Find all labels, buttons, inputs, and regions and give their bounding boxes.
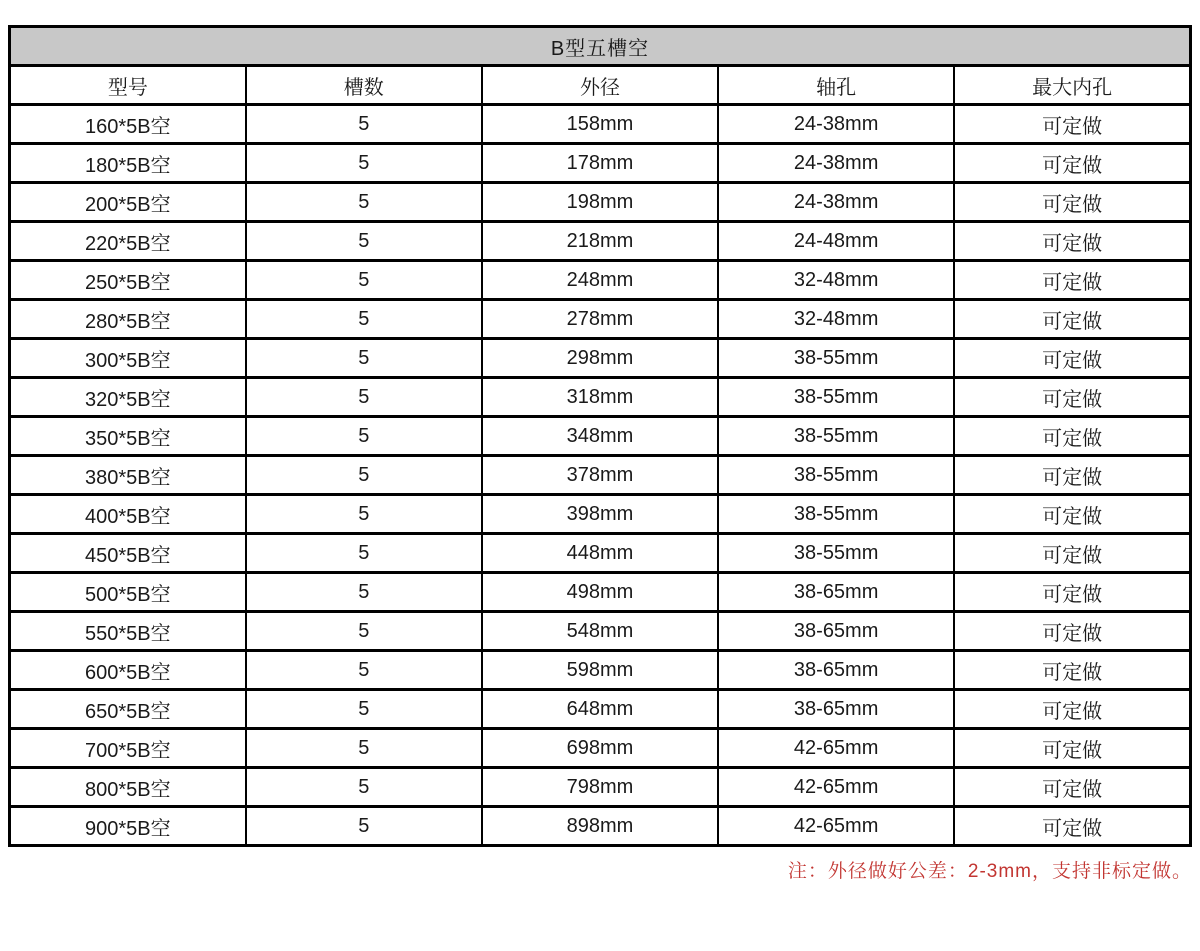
column-header: 轴孔	[718, 66, 954, 105]
table-cell: 650*5B空	[10, 690, 246, 729]
table-cell: 500*5B空	[10, 573, 246, 612]
table-cell: 可定做	[954, 612, 1190, 651]
table-cell: 可定做	[954, 378, 1190, 417]
table-cell: 5	[246, 612, 482, 651]
table-cell: 378mm	[482, 456, 718, 495]
table-cell: 158mm	[482, 105, 718, 144]
table-cell: 280*5B空	[10, 300, 246, 339]
table-cell: 38-55mm	[718, 339, 954, 378]
table-cell: 350*5B空	[10, 417, 246, 456]
table-row	[10, 222, 1191, 261]
table-cell: 900*5B空	[10, 807, 246, 846]
table-cell: 可定做	[954, 651, 1190, 690]
table-row	[10, 144, 1191, 183]
table-row	[10, 768, 1191, 807]
table-cell: 42-65mm	[718, 729, 954, 768]
table-cell: 24-48mm	[718, 222, 954, 261]
table-cell: 5	[246, 144, 482, 183]
table-cell: 598mm	[482, 651, 718, 690]
table-row	[10, 339, 1191, 378]
table-cell: 798mm	[482, 768, 718, 807]
table-body	[10, 105, 1191, 846]
table-cell: 5	[246, 495, 482, 534]
table-cell: 5	[246, 690, 482, 729]
table-cell: 318mm	[482, 378, 718, 417]
table-cell: 24-38mm	[718, 183, 954, 222]
table-cell: 5	[246, 378, 482, 417]
table-row	[10, 534, 1191, 573]
table-cell: 348mm	[482, 417, 718, 456]
table-cell: 可定做	[954, 261, 1190, 300]
table-row	[10, 690, 1191, 729]
table-row	[10, 261, 1191, 300]
table-cell: 38-65mm	[718, 573, 954, 612]
table-cell: 可定做	[954, 417, 1190, 456]
table-row	[10, 300, 1191, 339]
table-row	[10, 729, 1191, 768]
column-header: 型号	[10, 66, 246, 105]
table-cell: 可定做	[954, 573, 1190, 612]
table-cell: 5	[246, 105, 482, 144]
table-cell: 250*5B空	[10, 261, 246, 300]
table-cell: 320*5B空	[10, 378, 246, 417]
table-cell: 5	[246, 534, 482, 573]
table-cell: 38-55mm	[718, 378, 954, 417]
table-cell: 可定做	[954, 105, 1190, 144]
table-cell: 160*5B空	[10, 105, 246, 144]
table-cell: 398mm	[482, 495, 718, 534]
table-cell: 5	[246, 300, 482, 339]
table-cell: 698mm	[482, 729, 718, 768]
table-cell: 可定做	[954, 222, 1190, 261]
table-cell: 548mm	[482, 612, 718, 651]
table-cell: 180*5B空	[10, 144, 246, 183]
table-row	[10, 183, 1191, 222]
table-cell: 5	[246, 339, 482, 378]
table-cell: 220*5B空	[10, 222, 246, 261]
table-cell: 可定做	[954, 495, 1190, 534]
column-header: 最大内孔	[954, 66, 1190, 105]
table-cell: 38-65mm	[718, 651, 954, 690]
table-cell: 218mm	[482, 222, 718, 261]
spec-table	[8, 25, 1192, 847]
table-cell: 278mm	[482, 300, 718, 339]
table-cell: 42-65mm	[718, 768, 954, 807]
table-cell: 300*5B空	[10, 339, 246, 378]
table-cell: 450*5B空	[10, 534, 246, 573]
table-cell: 248mm	[482, 261, 718, 300]
table-cell: 可定做	[954, 690, 1190, 729]
table-cell: 448mm	[482, 534, 718, 573]
table-row	[10, 573, 1191, 612]
table-cell: 可定做	[954, 729, 1190, 768]
footnote-text: 注：外径做好公差：2-3mm，支持非标定做。	[787, 861, 1192, 882]
table-cell: 5	[246, 456, 482, 495]
table-cell: 380*5B空	[10, 456, 246, 495]
table-cell: 5	[246, 261, 482, 300]
table-cell: 24-38mm	[718, 144, 954, 183]
table-title: B型五槽空	[10, 27, 1191, 66]
table-cell: 38-55mm	[718, 534, 954, 573]
table-cell: 5	[246, 651, 482, 690]
table-row	[10, 651, 1191, 690]
table-cell: 648mm	[482, 690, 718, 729]
table-cell: 42-65mm	[718, 807, 954, 846]
table-cell: 498mm	[482, 573, 718, 612]
table-cell: 可定做	[954, 183, 1190, 222]
table-row	[10, 378, 1191, 417]
table-cell: 可定做	[954, 339, 1190, 378]
column-header: 槽数	[246, 66, 482, 105]
table-cell: 5	[246, 807, 482, 846]
table-cell: 298mm	[482, 339, 718, 378]
table-cell: 5	[246, 222, 482, 261]
table-cell: 可定做	[954, 534, 1190, 573]
table-cell: 5	[246, 768, 482, 807]
table-cell: 898mm	[482, 807, 718, 846]
table-cell: 178mm	[482, 144, 718, 183]
table-cell: 5	[246, 573, 482, 612]
title-row	[10, 27, 1191, 66]
table-cell: 198mm	[482, 183, 718, 222]
table-row	[10, 495, 1191, 534]
table-cell: 38-55mm	[718, 417, 954, 456]
table-cell: 5	[246, 183, 482, 222]
table-cell: 32-48mm	[718, 261, 954, 300]
table-cell: 200*5B空	[10, 183, 246, 222]
table-row	[10, 417, 1191, 456]
table-cell: 38-55mm	[718, 456, 954, 495]
table-row	[10, 612, 1191, 651]
table-row	[10, 105, 1191, 144]
column-header: 外径	[482, 66, 718, 105]
table-cell: 700*5B空	[10, 729, 246, 768]
header-row	[10, 66, 1191, 105]
table-row	[10, 807, 1191, 846]
table-row	[10, 456, 1191, 495]
table-cell: 32-48mm	[718, 300, 954, 339]
table-cell: 38-55mm	[718, 495, 954, 534]
table-cell: 可定做	[954, 768, 1190, 807]
table-cell: 800*5B空	[10, 768, 246, 807]
table-cell: 可定做	[954, 807, 1190, 846]
table-cell: 可定做	[954, 456, 1190, 495]
table-cell: 可定做	[954, 144, 1190, 183]
table-cell: 可定做	[954, 300, 1190, 339]
table-cell: 600*5B空	[10, 651, 246, 690]
table-cell: 24-38mm	[718, 105, 954, 144]
table-cell: 400*5B空	[10, 495, 246, 534]
table-cell: 38-65mm	[718, 612, 954, 651]
table-cell: 5	[246, 729, 482, 768]
table-cell: 550*5B空	[10, 612, 246, 651]
table-cell: 5	[246, 417, 482, 456]
table-cell: 38-65mm	[718, 690, 954, 729]
